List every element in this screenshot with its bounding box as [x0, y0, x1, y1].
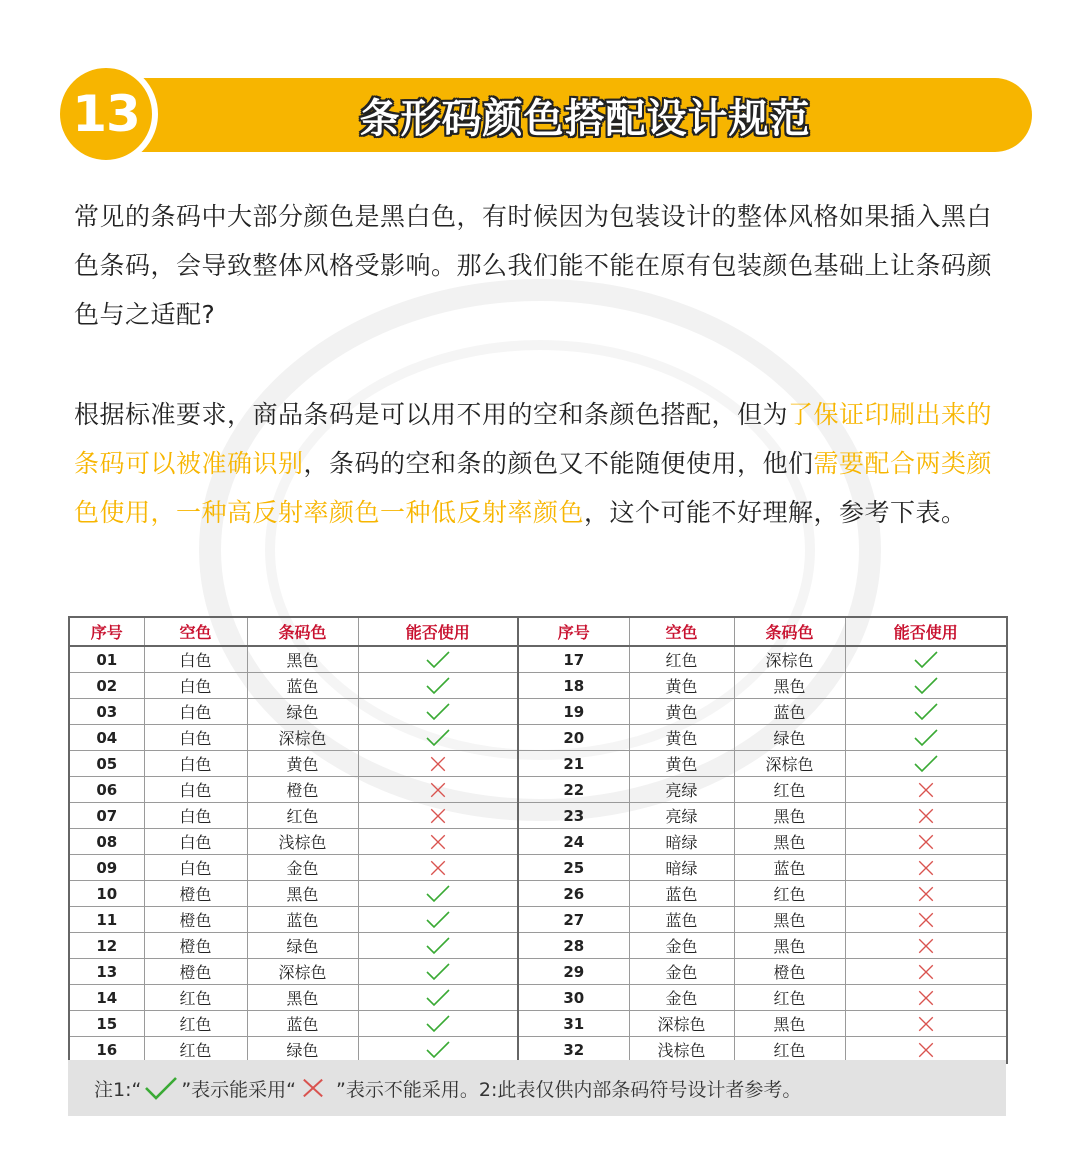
check-icon [913, 676, 939, 696]
check-icon [143, 1075, 179, 1101]
table-row [69, 907, 1007, 933]
cell-no: 23 [518, 803, 629, 829]
cell-space-color: 暗绿 [629, 829, 734, 855]
cell-no: 04 [69, 725, 144, 751]
cell-usable [358, 646, 518, 673]
cell-bar-color: 浅棕色 [247, 829, 358, 855]
cell-usable [358, 881, 518, 907]
table-row [69, 959, 1007, 985]
note-mid-1: ”表示能采用“ [181, 1078, 297, 1101]
table-row [69, 829, 1007, 855]
cell-usable [358, 907, 518, 933]
footnote [68, 1060, 1006, 1116]
table-row [69, 803, 1007, 829]
header-usable: 能否使用 [845, 617, 1007, 646]
cell-bar-color: 红色 [734, 1037, 845, 1064]
cell-bar-color: 深棕色 [247, 959, 358, 985]
cell-bar-color: 深棕色 [734, 646, 845, 673]
header-bar-color: 条码色 [247, 617, 358, 646]
cell-usable [358, 985, 518, 1011]
cross-icon [913, 910, 939, 930]
cell-no: 14 [69, 985, 144, 1011]
cell-no: 01 [69, 646, 144, 673]
cell-bar-color: 蓝色 [247, 907, 358, 933]
cell-no: 25 [518, 855, 629, 881]
cross-icon [425, 858, 451, 878]
cell-space-color: 金色 [629, 959, 734, 985]
cell-no: 09 [69, 855, 144, 881]
cell-usable [845, 646, 1007, 673]
check-icon [425, 728, 451, 748]
cell-space-color: 白色 [144, 646, 247, 673]
cross-icon [425, 754, 451, 774]
cell-usable [358, 751, 518, 777]
cell-space-color: 白色 [144, 673, 247, 699]
table-row [69, 881, 1007, 907]
header-no: 序号 [69, 617, 144, 646]
cell-bar-color: 橙色 [247, 777, 358, 803]
cell-space-color: 橙色 [144, 881, 247, 907]
cell-usable [845, 725, 1007, 751]
cell-usable [845, 933, 1007, 959]
cell-space-color: 白色 [144, 855, 247, 881]
table-row [69, 1011, 1007, 1037]
cell-bar-color: 黑色 [734, 933, 845, 959]
cell-no: 16 [69, 1037, 144, 1064]
cell-usable [358, 699, 518, 725]
standard-text-1: 根据标准要求，商品条码是可以用不用的空和条颜色搭配，但为 [74, 400, 789, 429]
cell-usable [845, 803, 1007, 829]
cell-bar-color: 黑色 [734, 673, 845, 699]
cell-usable [358, 1011, 518, 1037]
cell-usable [845, 985, 1007, 1011]
cell-no: 12 [69, 933, 144, 959]
cell-bar-color: 黑色 [734, 1011, 845, 1037]
cross-icon [913, 962, 939, 982]
cell-no: 05 [69, 751, 144, 777]
cell-usable [845, 959, 1007, 985]
table-row [69, 985, 1007, 1011]
cell-space-color: 金色 [629, 933, 734, 959]
cell-bar-color: 黑色 [734, 829, 845, 855]
cell-no: 27 [518, 907, 629, 933]
cell-usable [358, 959, 518, 985]
cell-bar-color: 红色 [734, 985, 845, 1011]
cell-no: 10 [69, 881, 144, 907]
cell-space-color: 红色 [144, 1037, 247, 1064]
cell-space-color: 黄色 [629, 725, 734, 751]
cell-usable [358, 829, 518, 855]
cell-no: 06 [69, 777, 144, 803]
cross-icon [913, 936, 939, 956]
check-icon [913, 728, 939, 748]
cell-no: 07 [69, 803, 144, 829]
cross-icon [913, 858, 939, 878]
table-row [69, 646, 1007, 673]
section-number-badge [54, 62, 158, 166]
cross-icon [913, 988, 939, 1008]
cell-space-color: 橙色 [144, 959, 247, 985]
check-icon [425, 884, 451, 904]
cell-bar-color: 绿色 [247, 1037, 358, 1064]
check-icon [425, 650, 451, 670]
check-icon [913, 650, 939, 670]
check-icon [913, 702, 939, 722]
table-row [69, 777, 1007, 803]
cell-no: 15 [69, 1011, 144, 1037]
cell-usable [358, 803, 518, 829]
cell-usable [845, 829, 1007, 855]
check-icon [425, 988, 451, 1008]
cell-bar-color: 黄色 [247, 751, 358, 777]
cell-space-color: 黄色 [629, 699, 734, 725]
barcode-color-table [68, 616, 1006, 1064]
table-header-row [69, 617, 1007, 646]
cell-space-color: 红色 [629, 646, 734, 673]
check-icon [425, 1014, 451, 1034]
cell-bar-color: 蓝色 [247, 1011, 358, 1037]
cross-icon [913, 884, 939, 904]
check-icon [913, 754, 939, 774]
check-icon [425, 676, 451, 696]
cell-space-color: 黄色 [629, 673, 734, 699]
cell-usable [845, 1011, 1007, 1037]
table-row [69, 673, 1007, 699]
cell-usable [358, 855, 518, 881]
cross-icon [913, 1014, 939, 1034]
cross-icon [913, 832, 939, 852]
cross-icon [425, 806, 451, 826]
cell-no: 17 [518, 646, 629, 673]
check-icon [425, 910, 451, 930]
cell-no: 19 [518, 699, 629, 725]
cell-space-color: 黄色 [629, 751, 734, 777]
cell-usable [845, 751, 1007, 777]
cell-no: 30 [518, 985, 629, 1011]
cell-bar-color: 黑色 [247, 985, 358, 1011]
cell-bar-color: 红色 [734, 881, 845, 907]
cell-no: 32 [518, 1037, 629, 1064]
check-icon [425, 936, 451, 956]
standard-paragraph [74, 390, 1014, 537]
table-row [69, 699, 1007, 725]
cell-space-color: 白色 [144, 777, 247, 803]
cell-no: 24 [518, 829, 629, 855]
cell-no: 08 [69, 829, 144, 855]
cell-space-color: 橙色 [144, 907, 247, 933]
cell-space-color: 浅棕色 [629, 1037, 734, 1064]
cell-bar-color: 橙色 [734, 959, 845, 985]
cell-space-color: 亮绿 [629, 803, 734, 829]
cell-no: 11 [69, 907, 144, 933]
check-icon [425, 702, 451, 722]
cross-icon [913, 780, 939, 800]
cell-no: 29 [518, 959, 629, 985]
table-row [69, 751, 1007, 777]
section-number: 13 [72, 85, 140, 143]
cell-bar-color: 金色 [247, 855, 358, 881]
cell-bar-color: 蓝色 [734, 855, 845, 881]
cell-no: 28 [518, 933, 629, 959]
header-no: 序号 [518, 617, 629, 646]
cell-bar-color: 蓝色 [734, 699, 845, 725]
header-usable: 能否使用 [358, 617, 518, 646]
cell-usable [358, 933, 518, 959]
cell-space-color: 暗绿 [629, 855, 734, 881]
cell-bar-color: 深棕色 [734, 751, 845, 777]
table-row [69, 855, 1007, 881]
cell-space-color: 蓝色 [629, 881, 734, 907]
header-space-color: 空色 [629, 617, 734, 646]
cell-no: 18 [518, 673, 629, 699]
header-bar-color: 条码色 [734, 617, 845, 646]
cell-no: 13 [69, 959, 144, 985]
cell-bar-color: 深棕色 [247, 725, 358, 751]
cell-space-color: 橙色 [144, 933, 247, 959]
table-row [69, 725, 1007, 751]
cell-bar-color: 绿色 [247, 933, 358, 959]
cell-usable [358, 777, 518, 803]
cell-space-color: 蓝色 [629, 907, 734, 933]
cell-no: 20 [518, 725, 629, 751]
check-icon [425, 962, 451, 982]
cell-usable [845, 673, 1007, 699]
cell-space-color: 白色 [144, 699, 247, 725]
cell-no: 02 [69, 673, 144, 699]
cell-no: 21 [518, 751, 629, 777]
cell-no: 26 [518, 881, 629, 907]
cell-space-color: 白色 [144, 751, 247, 777]
cross-icon [298, 1075, 334, 1101]
cell-space-color: 红色 [144, 985, 247, 1011]
cell-no: 31 [518, 1011, 629, 1037]
cell-no: 03 [69, 699, 144, 725]
cell-usable [845, 881, 1007, 907]
note-mid-2: ”表示不能采用。2:此表仅供内部条码符号设计者参考。 [336, 1078, 802, 1101]
cell-usable [845, 855, 1007, 881]
intro-paragraph: 常见的条码中大部分颜色是黑白色，有时候因为包装设计的整体风格如果插入黑白色条码，会导致整体风格受影响。那么我们能不能在原有包装颜色基础上让条码颜色与之适配? [74, 202, 993, 329]
table-row [69, 933, 1007, 959]
cell-bar-color: 绿色 [247, 699, 358, 725]
standard-text-2: ，条码的空和条的颜色又不能随便使用，他们 [303, 449, 814, 478]
cell-usable [845, 777, 1007, 803]
cell-bar-color: 红色 [734, 777, 845, 803]
cell-space-color: 金色 [629, 985, 734, 1011]
cell-usable [358, 673, 518, 699]
cell-bar-color: 绿色 [734, 725, 845, 751]
cell-usable [845, 907, 1007, 933]
standard-text-3: ，这个可能不好理解，参考下表。 [584, 498, 967, 527]
header-space-color: 空色 [144, 617, 247, 646]
cell-bar-color: 黑色 [247, 646, 358, 673]
cell-usable [358, 725, 518, 751]
cross-icon [913, 1040, 939, 1060]
cross-icon [425, 780, 451, 800]
standard-highlight-2: 需要配合两类颜色使用，一种高反射率颜色一种低反射率颜色 [74, 449, 993, 527]
cell-space-color: 白色 [144, 803, 247, 829]
cell-space-color: 亮绿 [629, 777, 734, 803]
cross-icon [425, 832, 451, 852]
cross-icon [913, 806, 939, 826]
cell-space-color: 深棕色 [629, 1011, 734, 1037]
note-prefix: 注1:“ [94, 1078, 142, 1101]
cell-bar-color: 黑色 [734, 803, 845, 829]
check-icon [425, 1040, 451, 1060]
cell-space-color: 红色 [144, 1011, 247, 1037]
standard-highlight-1: 了保证印刷出来的条码可以被准确识别 [74, 400, 993, 478]
cell-usable [845, 699, 1007, 725]
cell-bar-color: 蓝色 [247, 673, 358, 699]
cell-space-color: 白色 [144, 725, 247, 751]
cell-space-color: 白色 [144, 829, 247, 855]
cell-bar-color: 黑色 [247, 881, 358, 907]
cell-bar-color: 红色 [247, 803, 358, 829]
cell-bar-color: 黑色 [734, 907, 845, 933]
cell-no: 22 [518, 777, 629, 803]
page-title: 条形码颜色搭配设计规范 [359, 95, 811, 142]
